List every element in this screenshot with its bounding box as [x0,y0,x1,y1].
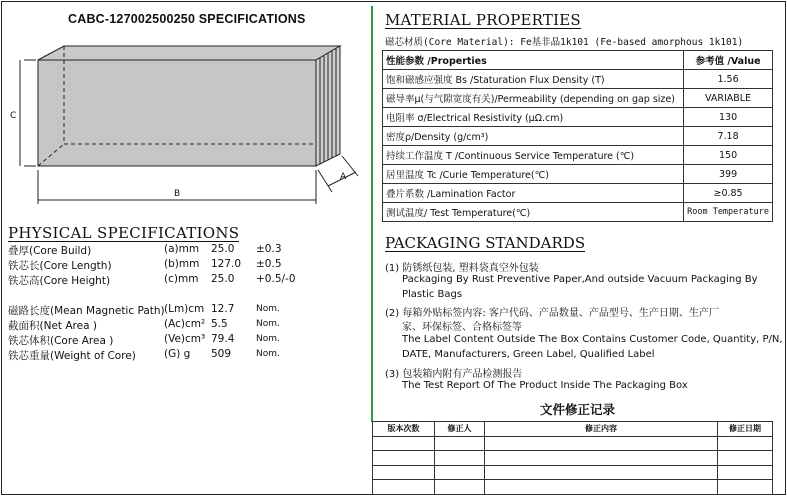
phys-name: 铁芯高(Core Height) [8,275,111,287]
phys-sym: (c)mm [164,273,199,285]
packaging-line: (2) 每箱外贴标签内容: 客户代码、产品数量、产品型号、生产日期、生产厂 [385,308,719,319]
table-row [383,165,773,184]
phys-name: 铁芯长(Core Length) [8,260,112,272]
table-row [383,108,773,127]
table-row [383,127,773,146]
table-row [383,89,773,108]
packaging-line: Packaging By Rust Preventive Paper,And outside Vacuum Packaging By [402,274,758,285]
rev-header-date: 修正日期 [718,422,773,437]
phys-val: 5.5 [211,318,228,330]
core-drawing [6,36,366,222]
dim-a-label: A [340,172,347,182]
phys-val: 509 [211,348,232,360]
revision-row [373,436,773,451]
property-cell: 磁导率μ(与气隙宽度有关)/Permeability (depending on gap size) [383,89,684,108]
property-cell: 测试温度/ Test Temperature(℃) [383,203,684,222]
value-cell: Room Temperature [684,203,773,222]
phys-name: 磁路长度(Mean Magnetic Path) [8,305,165,317]
property-cell: 饱和磁感应强度 Bs /Staturation Flux Density (T) [383,70,684,89]
packaging-line: The Test Report Of The Product Inside The Packaging Box [402,380,688,391]
rev-header-editor: 修正人 [435,422,485,437]
packaging-line: DATE, Manufacturers, Green Label, Qualified Label [402,349,655,360]
packaging-line: The Label Content Outside The Box Contains Customer Code, Quantity, P/N, [402,334,783,345]
table-row [383,184,773,203]
rev-header-version: 版本次数 [373,422,435,437]
material-table [382,50,773,222]
phys-name: 铁芯体积(Core Area ) [8,335,114,347]
phys-sym: (a)mm [164,243,200,255]
phys-val: 25.0 [211,243,235,255]
property-cell: 电阻率 σ/Electrical Resistivity (μΩ.cm) [383,108,684,127]
physical-title: PHYSICAL SPECIFICATIONS [8,224,240,242]
rev-header-content: 修正内容 [485,422,718,437]
value-cell: 1.56 [684,70,773,89]
phys-tol: ±0.5 [256,258,282,270]
phys-tol: Nom. [256,319,280,329]
phys-val: 79.4 [211,333,235,345]
section-divider [371,6,373,422]
phys-val: 25.0 [211,273,235,285]
revision-row [373,451,773,466]
phys-tol: Nom. [256,334,280,344]
phys-sym: (b)mm [164,258,200,270]
property-cell: 密度ρ/Density (g/cm³) [383,127,684,146]
phys-val: 127.0 [211,258,242,270]
property-cell: 居里温度 Tc /Curie Temperature(℃) [383,165,684,184]
property-cell: 叠片系数 /Lamination Factor [383,184,684,203]
packaging-line: (3) 包装箱内附有产品检测报告 [385,369,523,380]
phys-val: 12.7 [211,303,235,315]
packaging-line: Plastic Bags [402,289,463,300]
phys-name: 叠厚(Core Build) [8,245,92,257]
phys-tol: Nom. [256,304,280,314]
header-value: 参考值 /Value [684,51,773,70]
revision-row [373,465,773,480]
phys-sym: (G) g [164,348,191,360]
material-subtitle: 磁芯材质(Core Material): Fe基非晶1k101 (Fe-based amorphous 1k101) [385,37,744,48]
phys-sym: (Ac)cm² [164,318,206,330]
revision-row [373,480,773,495]
phys-name: 铁芯重量(Weight of Core) [8,350,136,362]
property-cell: 持续工作温度 T /Continuous Service Temperature (℃) [383,146,684,165]
phys-sym: (Ve)cm³ [164,333,206,345]
table-row [383,203,773,222]
revision-header-row [373,422,773,437]
phys-tol: +0.5/-0 [256,273,296,285]
header-properties: 性能参数 /Properties [383,51,684,70]
packaging-title: PACKAGING STANDARDS [385,234,586,252]
material-title: MATERIAL PROPERTIES [385,11,581,29]
table-row [383,70,773,89]
table-header-row [383,51,773,70]
spec-title: CABC-127002500250 SPECIFICATIONS [68,12,306,26]
value-cell: VARIABLE [684,89,773,108]
revision-table [372,421,773,495]
value-cell: 130 [684,108,773,127]
packaging-line: (1) 防锈纸包装, 塑料袋真空外包装 [385,263,539,274]
value-cell: ≥0.85 [684,184,773,203]
value-cell: 399 [684,165,773,184]
phys-tol: ±0.3 [256,243,282,255]
table-row [383,146,773,165]
dim-c-label: C [10,111,17,121]
revision-title: 文件修正记录 [540,402,616,417]
packaging-line: 家、环保标签、合格标签等 [402,322,522,333]
value-cell: 150 [684,146,773,165]
value-cell: 7.18 [684,127,773,146]
phys-name: 截面积(Net Area ) [8,320,97,332]
phys-sym: (Lm)cm [164,303,205,315]
dim-b-label: B [174,189,181,199]
phys-tol: Nom. [256,349,280,359]
